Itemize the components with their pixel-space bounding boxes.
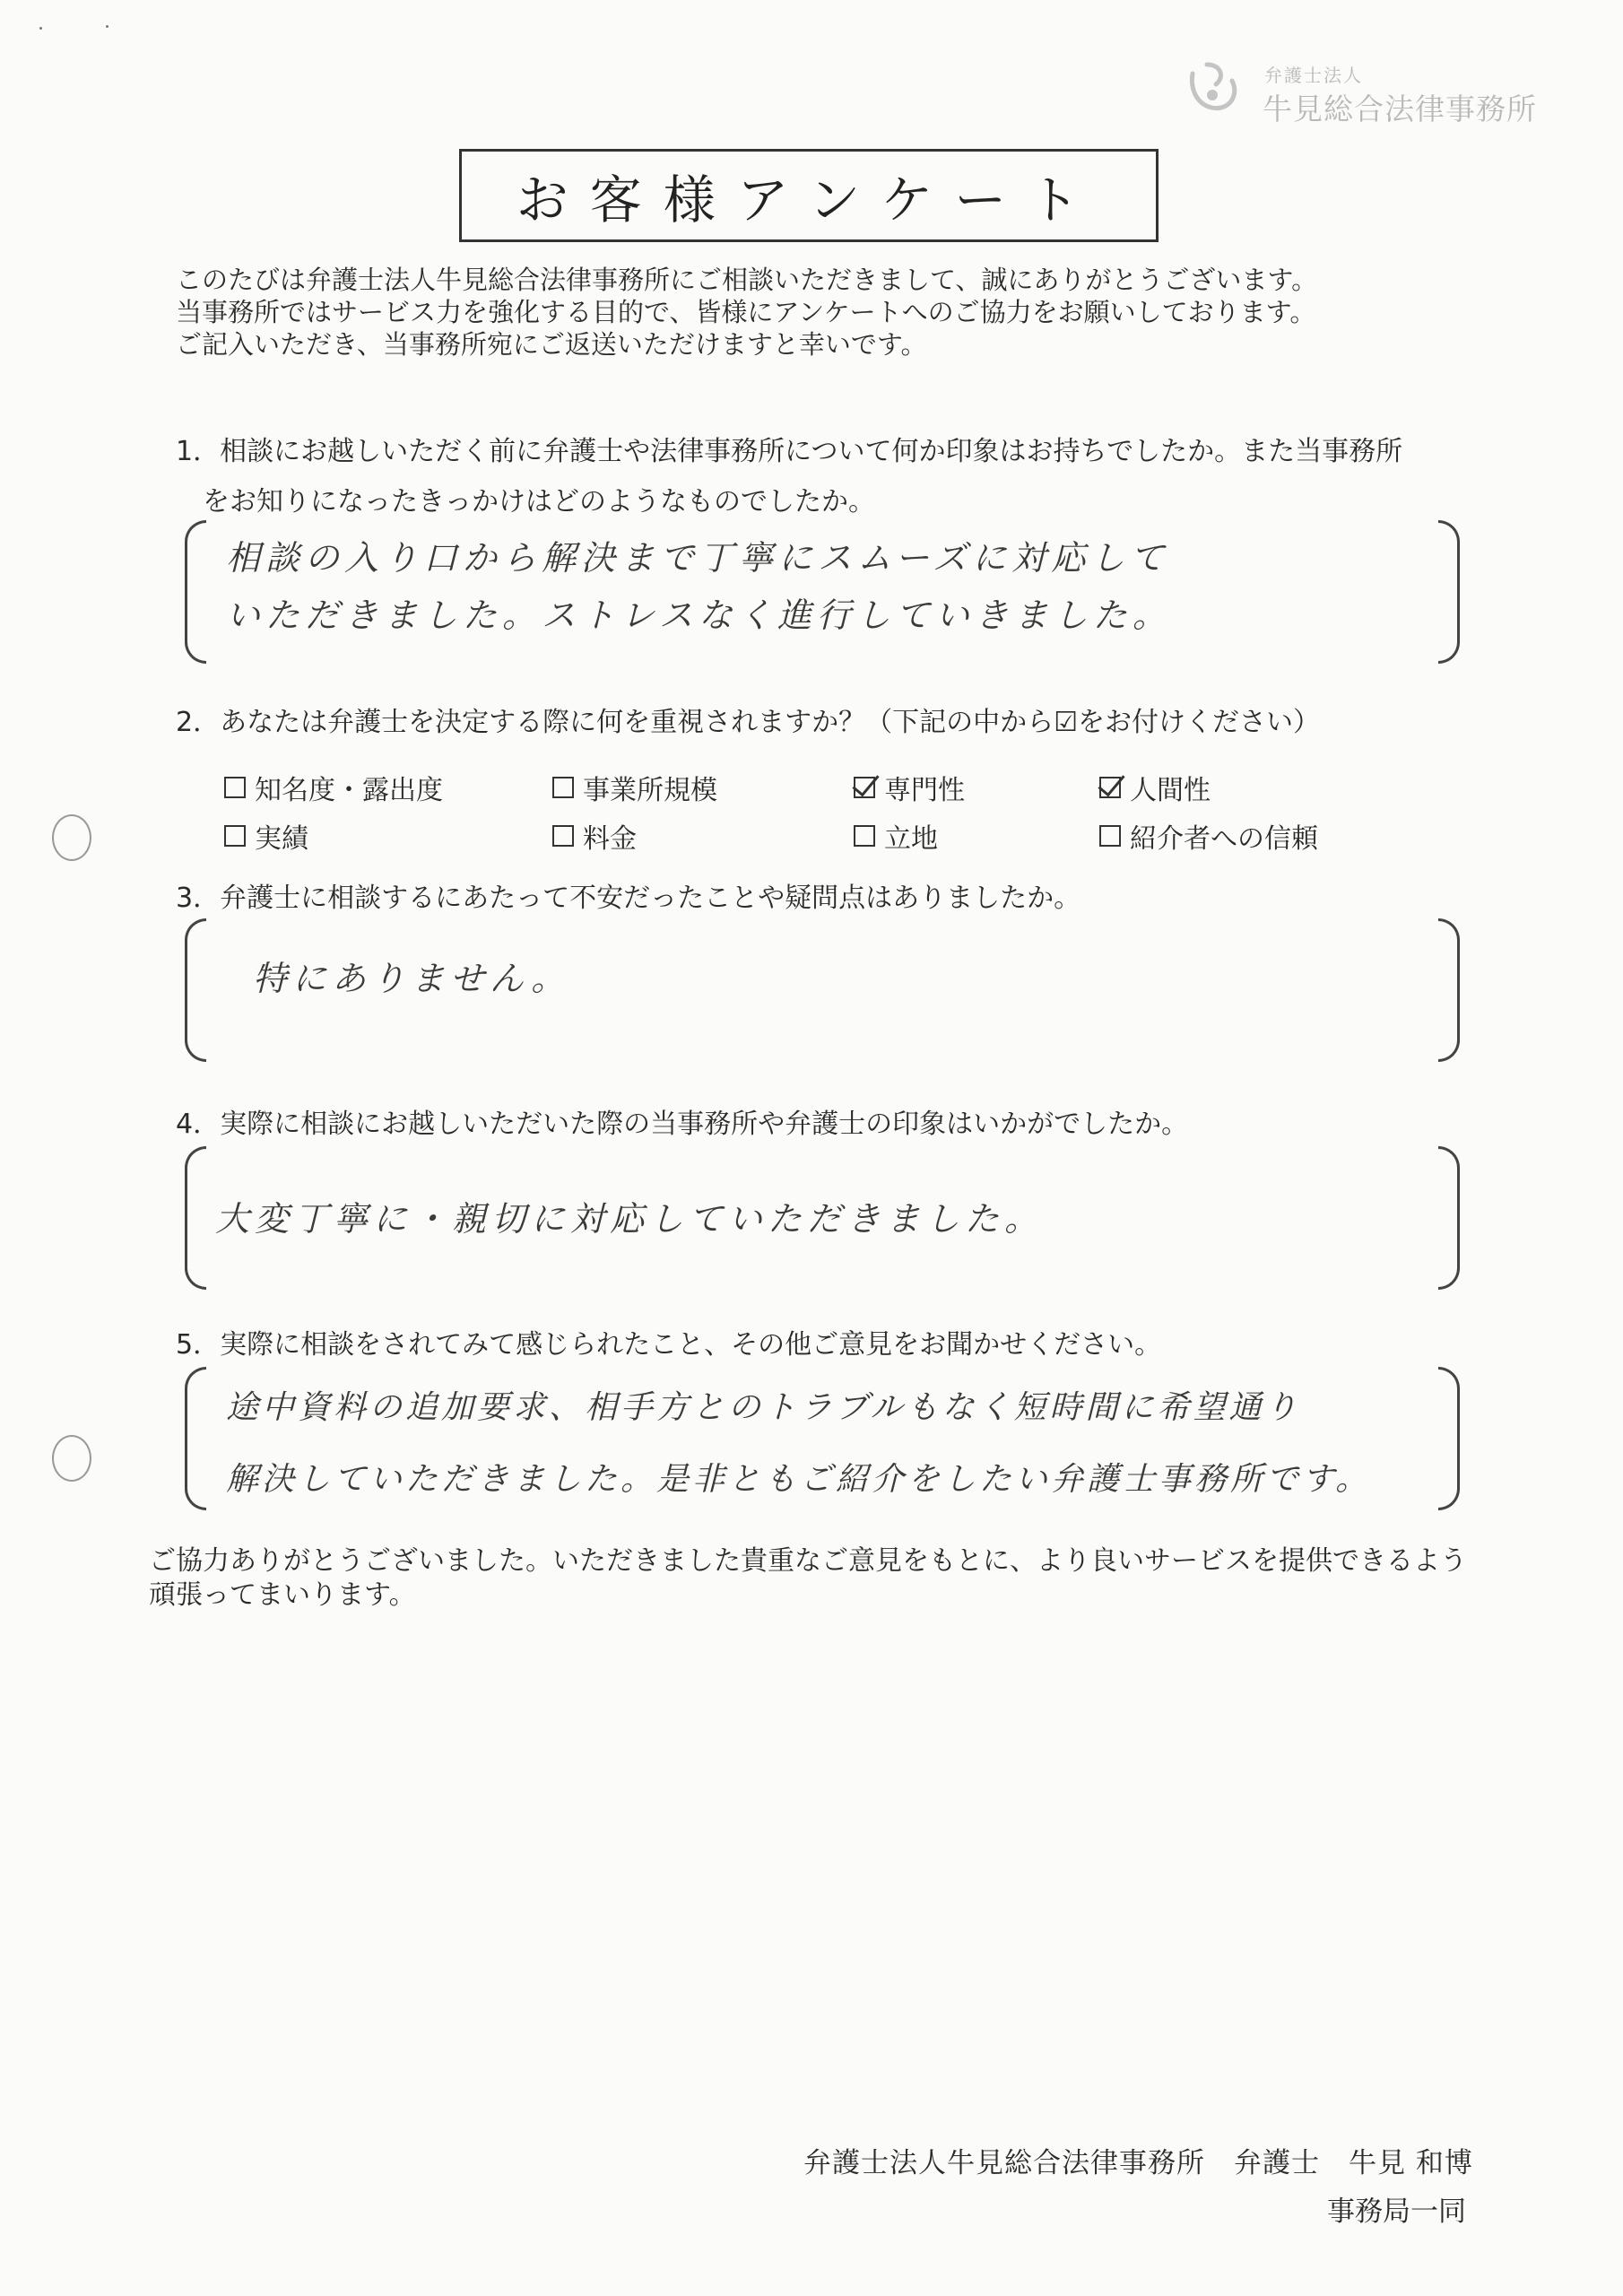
logo-firm-name: 牛見総合法律事務所 (1263, 91, 1537, 126)
question-1-line: 1．相談にお越しいただく前に弁護士や法律事務所について何か印象はお持ちでしたか。また当事務所 (176, 436, 1403, 467)
intro-line: ご記入いただき、当事務所宛にご返送いただけますと幸いです。 (176, 329, 927, 360)
question-2: 2．あなたは弁護士を決定する際に何を重視されますか？（下記の中から☑をお付けください） (176, 707, 1320, 738)
signature-staff: 事務局一同 (1327, 2196, 1466, 2228)
option-label: 立地 (884, 823, 938, 855)
question-1 (176, 427, 1485, 527)
checkbox-checked[interactable] (1099, 777, 1121, 798)
option-location[interactable] (854, 816, 938, 856)
option-track-record[interactable] (224, 816, 308, 856)
firm-logo-mark (1180, 56, 1243, 118)
checkbox[interactable] (552, 825, 574, 847)
checkbox[interactable] (552, 777, 574, 798)
option-label: 事業所規模 (583, 775, 717, 806)
option-personality[interactable] (1099, 768, 1211, 807)
answer-5-bracket-left (185, 1367, 206, 1510)
logo-firm-type: 弁護士法人 (1264, 65, 1363, 86)
intro-line: 当事務所ではサービス力を強化する目的で、皆様にアンケートへのご協力をお願いしております。 (176, 297, 1316, 327)
option-label: 実績 (255, 823, 308, 855)
question-5: 5．実際に相談をされてみて感じられたこと、その他ご意見をお聞かせください。 (176, 1329, 1162, 1361)
option-label: 人間性 (1130, 775, 1211, 806)
option-referrer-trust[interactable] (1099, 816, 1318, 856)
option-name-recognition[interactable] (224, 768, 443, 807)
scan-speck (39, 27, 42, 30)
answer-3-bracket-right (1438, 918, 1460, 1062)
answer-1-handwriting[interactable] (226, 529, 1172, 644)
intro-text (176, 264, 1317, 361)
option-office-size[interactable] (552, 768, 717, 807)
answer-4-handwriting[interactable] (215, 1191, 1044, 1240)
checkbox[interactable] (224, 825, 246, 847)
intro-line: このたびは弁護士法人牛見総合法律事務所にご相談いただきまして、誠にありがとうございます。 (176, 265, 1318, 295)
checkbox[interactable] (1099, 825, 1121, 847)
question-1-line: をお知りになったきっかけはどのようなものでしたか。 (176, 486, 875, 517)
answer-1-line: 相談の入り口から解決まで丁寧にスムーズに対応して (226, 538, 1170, 578)
option-label: 料金 (583, 823, 637, 855)
binder-hole (52, 1435, 91, 1482)
option-expertise[interactable] (854, 768, 965, 807)
answer-5-line: 解決していただきました。是非ともご紹介をしたい弁護士事務所です。 (226, 1461, 1372, 1498)
answer-5-bracket-right (1438, 1367, 1460, 1510)
scan-speck (106, 25, 108, 28)
binder-hole (52, 814, 91, 861)
answer-3-handwriting[interactable] (253, 951, 570, 1000)
closing-line: 頑張ってまいります。 (149, 1579, 416, 1611)
question-4: 4．実際に相談にお越しいただいた際の当事務所や弁護士の印象はいかがでしたか。 (176, 1109, 1189, 1140)
checkbox[interactable] (854, 825, 875, 847)
checkbox-checked[interactable] (854, 777, 875, 798)
closing-line: ご協力ありがとうございました。いただきました貴重なご意見をもとに、より良いサービスを提供できるよう (149, 1545, 1467, 1577)
option-label: 知名度・露出度 (255, 775, 443, 806)
answer-1-line: いただきました。ストレスなく進行していきました。 (226, 596, 1172, 635)
answer-4-bracket-left (185, 1146, 206, 1290)
answer-4-bracket-right (1438, 1146, 1460, 1290)
checkbox[interactable] (224, 777, 246, 798)
answer-4-line: 大変丁寧に・親切に対応していただきました。 (215, 1199, 1045, 1239)
answer-3-bracket-left (185, 918, 206, 1062)
closing-text (149, 1544, 1467, 1613)
answer-5-line: 途中資料の追加要求、相手方とのトラブルもなく短時間に希望通り (226, 1389, 1301, 1426)
option-label: 紹介者への信頼 (1130, 823, 1318, 855)
answer-1-bracket-left (185, 520, 206, 664)
answer-3-line: 特にありません。 (253, 959, 571, 998)
option-fee[interactable] (552, 816, 637, 856)
signature-firm-lawyer: 弁護士法人牛見総合法律事務所 弁護士 牛見 和博 (803, 2147, 1473, 2179)
option-label: 専門性 (884, 775, 965, 806)
question-3: 3．弁護士に相談するにあたって不安だったことや疑問点はありましたか。 (176, 883, 1081, 914)
answer-5-handwriting[interactable] (226, 1372, 1371, 1516)
page-title: お客様アンケート (459, 149, 1159, 242)
answer-1-bracket-right (1438, 520, 1460, 664)
